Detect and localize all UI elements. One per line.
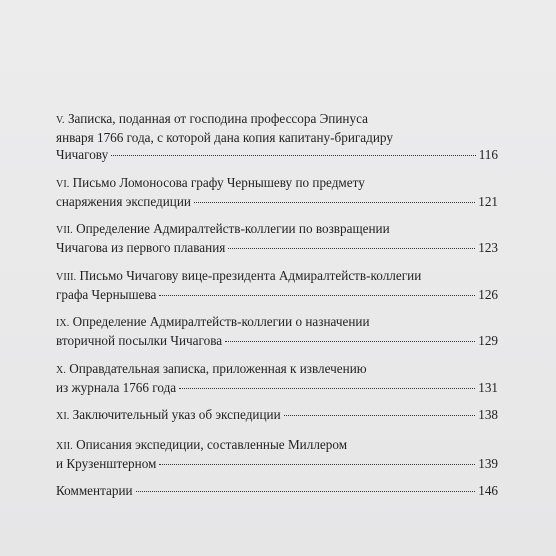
toc-entry-title-part: снаряжения экспедиции bbox=[56, 193, 191, 209]
toc-entry-title-part bbox=[56, 406, 281, 425]
dot-leader bbox=[136, 491, 476, 492]
toc-entry-title-part: вторичной посылки Чичагова bbox=[56, 333, 223, 348]
dot-leader bbox=[228, 248, 475, 249]
toc-entry-line bbox=[56, 436, 498, 455]
toc-entry-title-part: Оправдательная записка, приложенная к извлечению bbox=[69, 360, 367, 376]
toc-entry-page-number: 129 bbox=[478, 333, 498, 348]
toc-entry-title-part: графа Чернышева bbox=[56, 286, 157, 302]
toc-entry-numeral: IX. bbox=[56, 318, 70, 329]
toc-entry-leader-line bbox=[56, 239, 498, 256]
toc-entry bbox=[56, 406, 498, 425]
dot-leader bbox=[159, 464, 475, 465]
toc-entry-title-part: Письмо Чичагову вице-президента Адмиралтейств-коллегии bbox=[79, 267, 422, 283]
toc-entry-line bbox=[56, 220, 498, 239]
toc-entry-title-part: из журнала 1766 года bbox=[56, 379, 177, 395]
toc-entry-page-number: 116 bbox=[478, 147, 498, 162]
toc-entry-page-number: 121 bbox=[478, 193, 498, 209]
toc-entry bbox=[56, 313, 498, 349]
toc-entry-numeral: XI. bbox=[56, 411, 70, 422]
table-of-contents bbox=[56, 110, 498, 510]
toc-entry-title-part: Чичагова из первого плавания bbox=[56, 240, 226, 255]
toc-entry-leader-line bbox=[56, 332, 498, 349]
toc-entry bbox=[56, 110, 498, 163]
toc-entry-title-part: Комментарии bbox=[56, 483, 133, 498]
dot-leader bbox=[225, 341, 475, 342]
toc-entry-page-number: 146 bbox=[478, 483, 498, 498]
toc-entry-line bbox=[56, 313, 498, 332]
toc-entry-page-number: 138 bbox=[478, 407, 498, 422]
toc-entry-line bbox=[56, 267, 498, 286]
toc-entry bbox=[56, 174, 498, 210]
toc-entry bbox=[56, 220, 498, 256]
toc-entry-line bbox=[56, 110, 498, 129]
toc-entry-line bbox=[56, 129, 498, 146]
toc-entry-title-part: Определение Адмиралтейств-коллегии по возвращении bbox=[76, 221, 390, 236]
toc-entry-numeral: X. bbox=[56, 364, 66, 376]
toc-entry-line bbox=[56, 174, 498, 193]
toc-entry-numeral: VI. bbox=[56, 178, 70, 190]
toc-entry bbox=[56, 436, 498, 472]
toc-entry-leader-line bbox=[56, 406, 498, 425]
toc-entry-numeral: V. bbox=[56, 115, 65, 126]
dot-leader bbox=[179, 388, 475, 389]
toc-entry-numeral: XII. bbox=[56, 440, 73, 452]
toc-entry bbox=[56, 267, 498, 303]
toc-entry-title-part: Заключительный указ об экспедиции bbox=[72, 407, 281, 422]
toc-entry-title-part: Записка, поданная от господина профессора Эпинуса bbox=[67, 111, 368, 126]
toc-entry-numeral: VII. bbox=[56, 225, 73, 236]
toc-entry-page-number: 126 bbox=[478, 286, 498, 302]
toc-entry-line bbox=[56, 360, 498, 379]
toc-entry-title-part: Определение Адмиралтейств-коллегии о назначении bbox=[72, 314, 370, 329]
toc-entry-title-part: Чичагову bbox=[56, 147, 109, 162]
dot-leader bbox=[284, 415, 476, 416]
toc-entry bbox=[56, 360, 498, 396]
toc-entry-leader-line bbox=[56, 379, 498, 396]
toc-entry-leader-line bbox=[56, 455, 498, 472]
toc-entry-title-part: января 1766 года, с которой дана копия капитану-бригадиру bbox=[56, 130, 393, 145]
dot-leader bbox=[111, 155, 476, 156]
toc-entry-leader-line bbox=[56, 482, 498, 499]
toc-entry-leader-line bbox=[56, 286, 498, 303]
toc-entry-page-number: 139 bbox=[478, 455, 498, 471]
toc-entry bbox=[56, 482, 498, 499]
toc-entry-leader-line bbox=[56, 193, 498, 210]
toc-entry-leader-line bbox=[56, 146, 498, 163]
toc-entry-title-part: и Крузенштерном bbox=[56, 455, 157, 471]
dot-leader bbox=[194, 202, 475, 203]
toc-entry-page-number: 123 bbox=[478, 240, 498, 255]
dot-leader bbox=[159, 295, 475, 296]
toc-entry-title-part: Описания экспедиции, составленные Миллером bbox=[76, 436, 348, 452]
toc-entry-numeral: VIII. bbox=[56, 271, 77, 283]
toc-entry-title-part: Письмо Ломоносова графу Чернышеву по предмету bbox=[72, 174, 365, 190]
toc-entry-page-number: 131 bbox=[478, 379, 498, 395]
